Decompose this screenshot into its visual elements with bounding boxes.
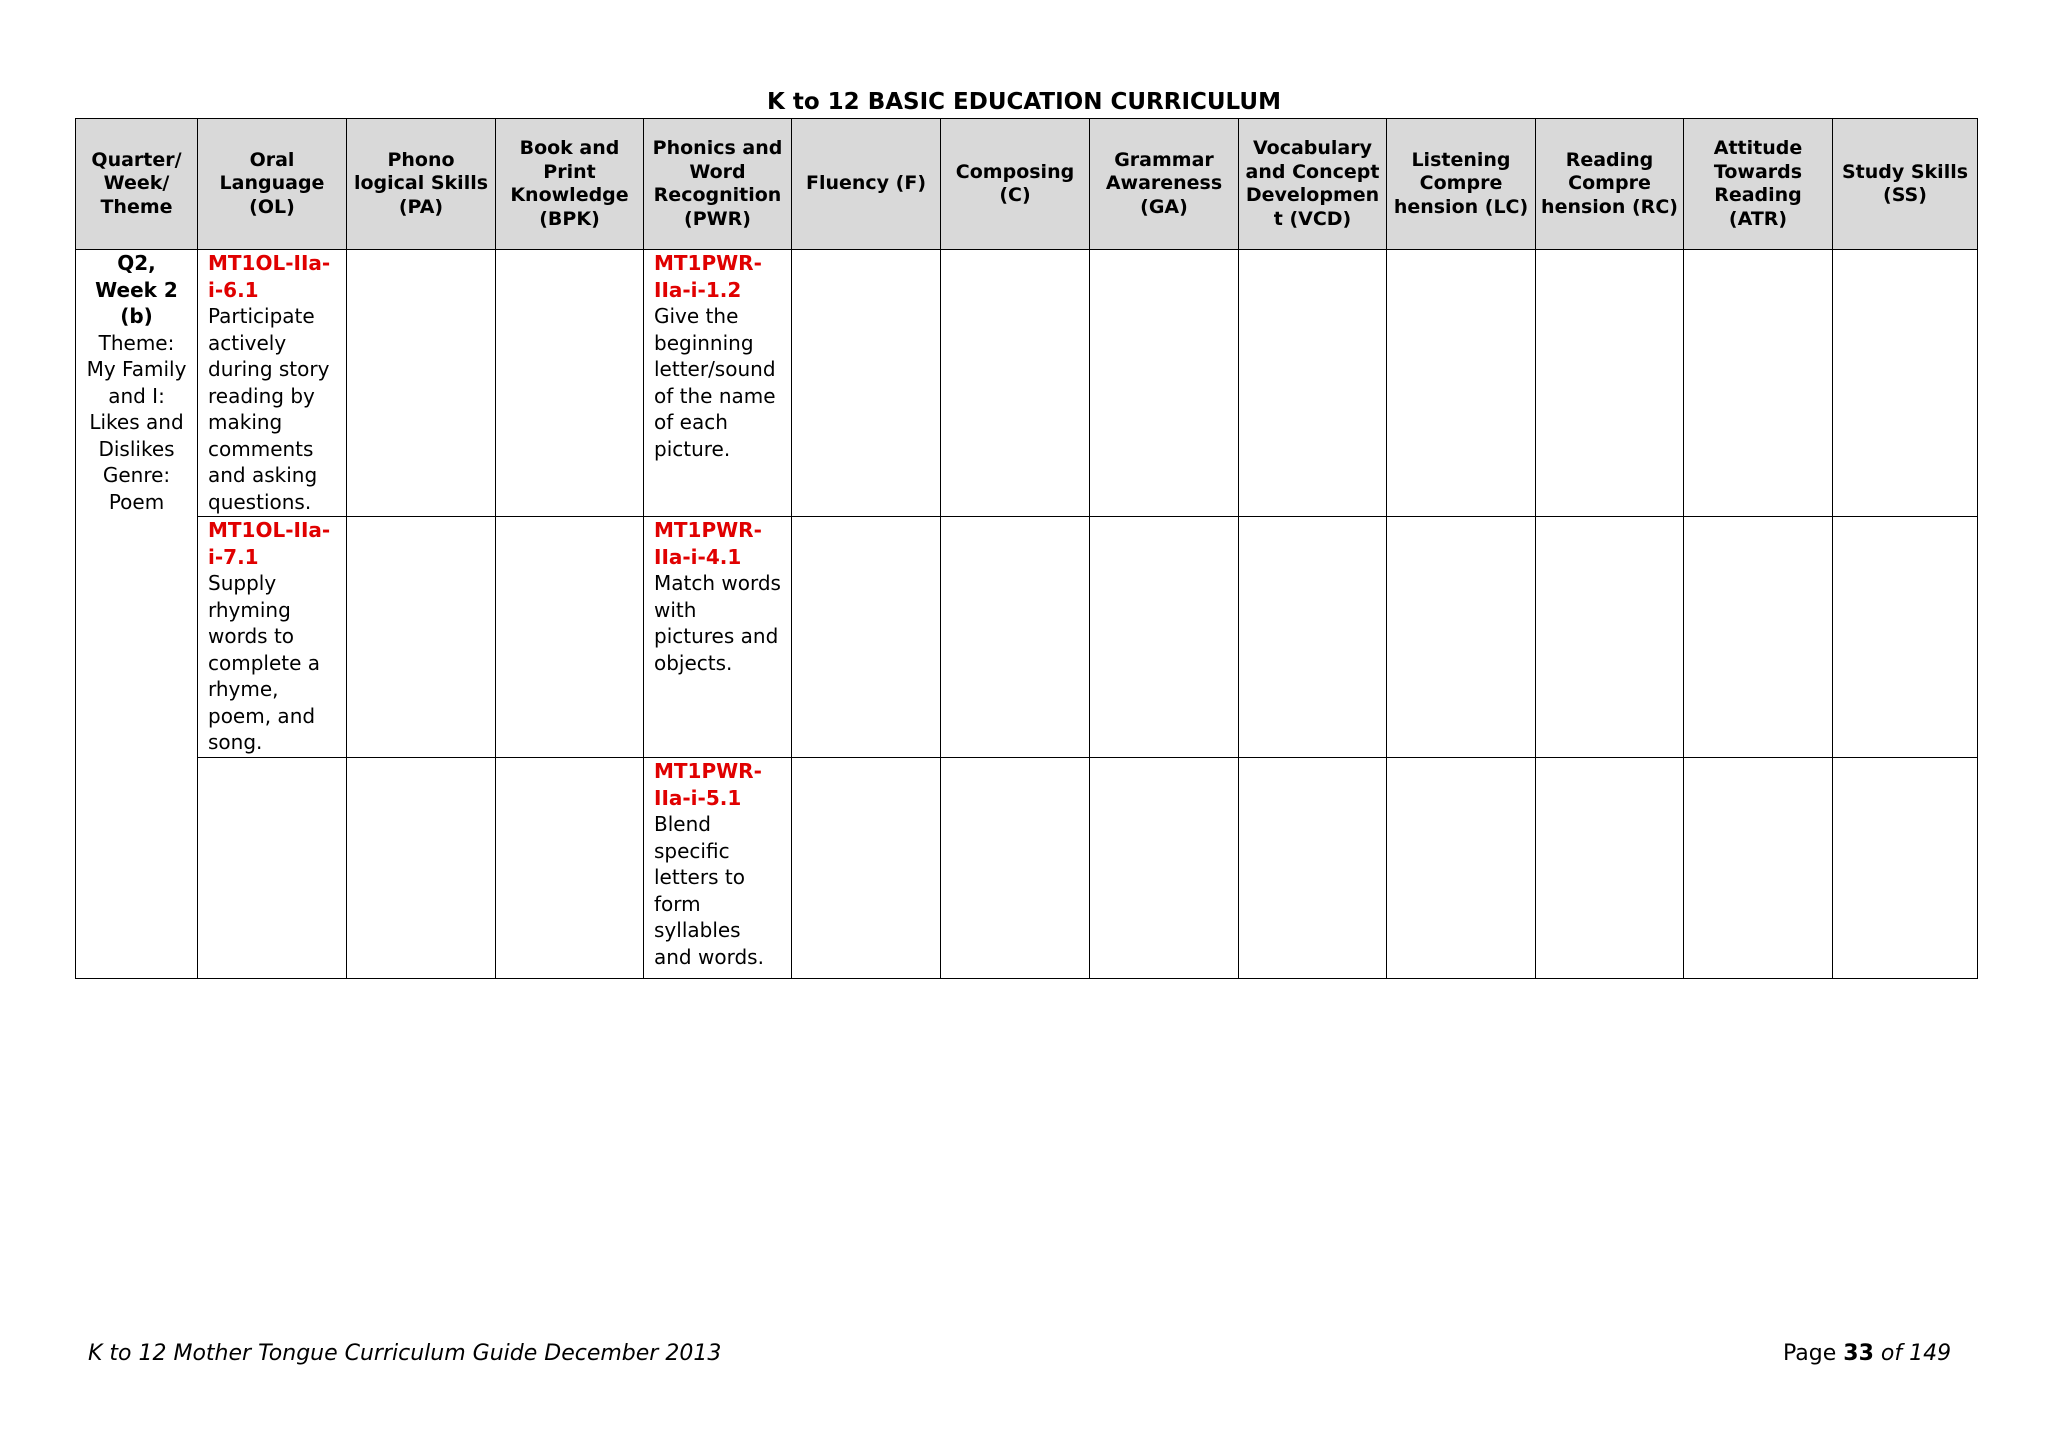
competency-text: Supply rhyming words to complete a rhyme, poem, and song.	[208, 571, 321, 754]
phonics-word-recognition-cell	[644, 517, 792, 758]
empty-cell	[941, 758, 1090, 979]
phonics-word-recognition-cell	[644, 250, 792, 517]
empty-cell	[1387, 517, 1536, 758]
empty-cell	[1833, 758, 1978, 979]
theme-genre-text: Theme: My Family and I: Likes and Dislikes Genre: Poem	[86, 330, 187, 514]
column-header-phonics-word-recognition: Phonics and Word Recognition (PWR)	[644, 119, 792, 250]
page-number: 33	[1843, 1341, 1874, 1366]
competency-text: Match words with pictures and objects.	[654, 571, 781, 675]
page-total: of 149	[1880, 1341, 1952, 1366]
empty-cell	[347, 758, 496, 979]
empty-cell	[347, 250, 496, 517]
empty-cell	[1090, 758, 1239, 979]
empty-cell	[496, 517, 644, 758]
table-row	[76, 758, 1978, 979]
competency-code: MT1PWR-IIa-i-4.1	[654, 518, 762, 569]
empty-cell	[1387, 250, 1536, 517]
column-header-reading-comprehension: Reading Compre hension (RC)	[1536, 119, 1684, 250]
quarter-week-label: Q2, Week 2 (b)	[95, 251, 178, 328]
oral-language-cell	[198, 250, 347, 517]
competency-code: MT1OL-IIa-i-7.1	[208, 518, 331, 569]
empty-cell	[496, 250, 644, 517]
empty-cell	[1833, 517, 1978, 758]
empty-cell	[1090, 517, 1239, 758]
empty-cell	[347, 517, 496, 758]
competency-code: MT1OL-IIa-i-6.1	[208, 251, 331, 302]
competency-text: Participate actively during story reading by making comments and asking questions.	[208, 304, 330, 514]
column-header-listening-comprehension: Listening Compre hension (LC)	[1387, 119, 1536, 250]
competency-text: Blend specific letters to form syllables and words.	[654, 812, 764, 969]
table-row	[76, 517, 1978, 758]
empty-cell	[941, 250, 1090, 517]
empty-cell	[1536, 250, 1684, 517]
column-header-book-print-knowledge: Book and Print Knowledge (BPK)	[496, 119, 644, 250]
phonics-word-recognition-cell	[644, 758, 792, 979]
column-header-vocabulary: Vocabulary and Concept Developmen t (VCD)	[1239, 119, 1387, 250]
empty-cell	[792, 758, 941, 979]
empty-cell	[1239, 517, 1387, 758]
empty-cell	[1684, 758, 1833, 979]
empty-cell	[1684, 517, 1833, 758]
column-header-grammar-awareness: Grammar Awareness (GA)	[1090, 119, 1239, 250]
competency-code: MT1PWR-IIa-i-1.2	[654, 251, 762, 302]
column-header-oral-language: Oral Language (OL)	[198, 119, 347, 250]
column-header-composing: Composing (C)	[941, 119, 1090, 250]
empty-cell	[941, 517, 1090, 758]
column-header-fluency: Fluency (F)	[792, 119, 941, 250]
column-header-quarter: Quarter/ Week/ Theme	[76, 119, 198, 250]
footer-guide-title: K to 12 Mother Tongue Curriculum Guide December 2013	[88, 1341, 722, 1366]
column-header-attitude-towards-reading: Attitude Towards Reading (ATR)	[1684, 119, 1833, 250]
quarter-week-theme-cell	[76, 250, 198, 979]
empty-cell	[1536, 517, 1684, 758]
curriculum-table	[75, 118, 1978, 979]
empty-cell	[1090, 250, 1239, 517]
empty-cell	[1536, 758, 1684, 979]
table-header-row	[76, 119, 1978, 250]
column-header-phonological-skills: Phono logical Skills (PA)	[347, 119, 496, 250]
column-header-study-skills: Study Skills (SS)	[1833, 119, 1978, 250]
empty-cell	[792, 517, 941, 758]
empty-cell	[1684, 250, 1833, 517]
competency-text: Give the beginning letter/sound of the name of each picture.	[654, 304, 776, 461]
table-row	[76, 250, 1978, 517]
empty-cell	[198, 758, 347, 979]
empty-cell	[1239, 250, 1387, 517]
empty-cell	[1239, 758, 1387, 979]
footer-page-number	[1783, 1340, 1951, 1368]
empty-cell	[1387, 758, 1536, 979]
document-title: K to 12 BASIC EDUCATION CURRICULUM	[767, 89, 1281, 115]
empty-cell	[792, 250, 941, 517]
competency-code: MT1PWR-IIa-i-5.1	[654, 759, 762, 810]
empty-cell	[496, 758, 644, 979]
page-prefix: Page	[1783, 1341, 1837, 1366]
empty-cell	[1833, 250, 1978, 517]
oral-language-cell	[198, 517, 347, 758]
